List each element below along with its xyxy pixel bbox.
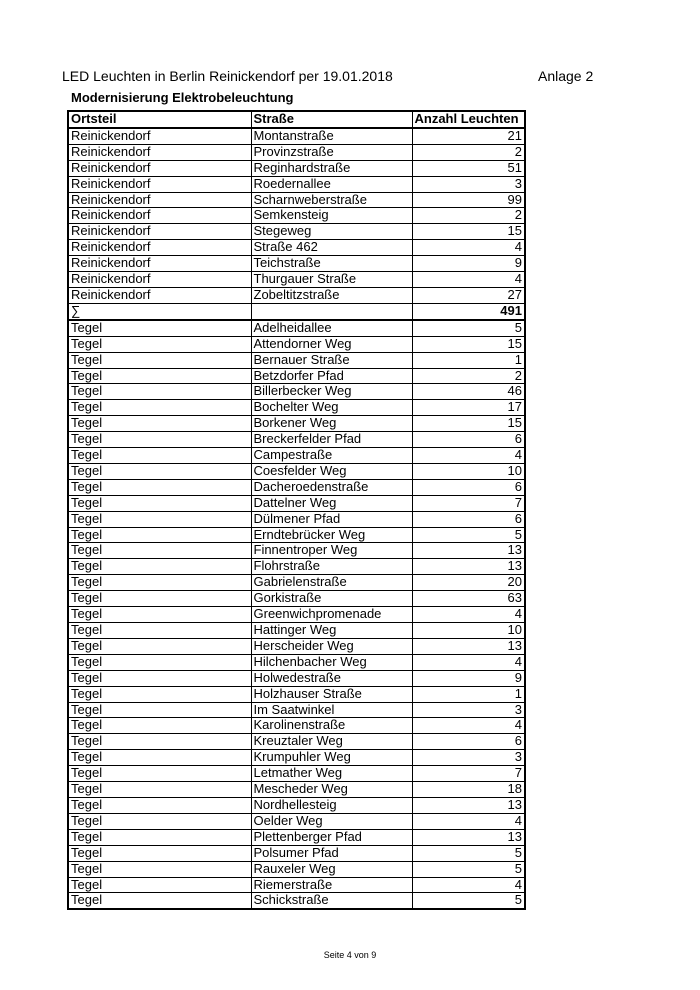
table-row: [68, 813, 525, 829]
cell-count: 10: [412, 463, 525, 479]
cell-street: Riemerstraße: [251, 877, 412, 893]
cell-district: Tegel: [68, 766, 251, 782]
table-row: [68, 160, 525, 176]
cell-count: 13: [412, 638, 525, 654]
cell-count: 2: [412, 144, 525, 160]
cell-street: Thurgauer Straße: [251, 272, 412, 288]
cell-count: 5: [412, 320, 525, 336]
table-row: [68, 176, 525, 192]
cell-street: Bochelter Weg: [251, 400, 412, 416]
cell-district: Tegel: [68, 877, 251, 893]
cell-count: 2: [412, 368, 525, 384]
cell-count: 13: [412, 797, 525, 813]
table-row: [68, 623, 525, 639]
sum-value: 491: [412, 303, 525, 319]
table-row: [68, 128, 525, 144]
cell-district: Tegel: [68, 591, 251, 607]
cell-count: 18: [412, 782, 525, 798]
cell-district: Tegel: [68, 813, 251, 829]
cell-street: Coesfelder Weg: [251, 463, 412, 479]
cell-street: Dacheroedenstraße: [251, 479, 412, 495]
table-row: [68, 686, 525, 702]
table-row: [68, 224, 525, 240]
table-row: [68, 750, 525, 766]
table-row: [68, 638, 525, 654]
cell-street: Billerbecker Weg: [251, 384, 412, 400]
cell-district: Tegel: [68, 686, 251, 702]
table-row: [68, 495, 525, 511]
cell-district: Reinickendorf: [68, 192, 251, 208]
cell-count: 5: [412, 845, 525, 861]
cell-district: Tegel: [68, 654, 251, 670]
cell-count: 6: [412, 479, 525, 495]
cell-count: 5: [412, 893, 525, 909]
table-row: [68, 384, 525, 400]
cell-count: 4: [412, 718, 525, 734]
cell-street: Campestraße: [251, 448, 412, 464]
table-row: [68, 352, 525, 368]
cell-count: 4: [412, 813, 525, 829]
cell-district: Tegel: [68, 782, 251, 798]
cell-street: Gabrielenstraße: [251, 575, 412, 591]
cell-street: Mescheder Weg: [251, 782, 412, 798]
cell-district: Tegel: [68, 400, 251, 416]
table-row: [68, 797, 525, 813]
cell-street: Gorkistraße: [251, 591, 412, 607]
cell-street: Plettenberger Pfad: [251, 829, 412, 845]
cell-street: Attendorner Weg: [251, 336, 412, 352]
cell-count: 15: [412, 224, 525, 240]
cell-district: Tegel: [68, 845, 251, 861]
table-row: [68, 320, 525, 336]
cell-district: Tegel: [68, 463, 251, 479]
table-row: [68, 287, 525, 303]
table-row: [68, 368, 525, 384]
cell-count: 10: [412, 623, 525, 639]
table-row: [68, 416, 525, 432]
cell-district: Tegel: [68, 829, 251, 845]
cell-district: Tegel: [68, 623, 251, 639]
cell-street: Hilchenbacher Weg: [251, 654, 412, 670]
cell-district: Tegel: [68, 432, 251, 448]
cell-street: Zobeltitzstraße: [251, 287, 412, 303]
cell-district: Reinickendorf: [68, 224, 251, 240]
table-row: [68, 463, 525, 479]
cell-street: Polsumer Pfad: [251, 845, 412, 861]
section-subtitle: Modernisierung Elektrobeleuchtung: [71, 90, 294, 105]
cell-street: Greenwichpromenade: [251, 607, 412, 623]
table-header-row: [68, 111, 525, 128]
sum-row: [68, 303, 525, 319]
cell-street: Krumpuhler Weg: [251, 750, 412, 766]
cell-count: 4: [412, 607, 525, 623]
cell-district: Tegel: [68, 448, 251, 464]
cell-count: 13: [412, 829, 525, 845]
cell-district: Tegel: [68, 638, 251, 654]
cell-district: Tegel: [68, 384, 251, 400]
cell-street: Schickstraße: [251, 893, 412, 909]
table-row: [68, 511, 525, 527]
cell-street: Bernauer Straße: [251, 352, 412, 368]
cell-count: 1: [412, 686, 525, 702]
table-row: [68, 877, 525, 893]
cell-street: Holzhauser Straße: [251, 686, 412, 702]
table-row: [68, 654, 525, 670]
cell-district: Tegel: [68, 607, 251, 623]
cell-count: 63: [412, 591, 525, 607]
cell-district: Tegel: [68, 495, 251, 511]
table-row: [68, 336, 525, 352]
cell-street: Teichstraße: [251, 256, 412, 272]
cell-street: Provinzstraße: [251, 144, 412, 160]
cell-count: 4: [412, 654, 525, 670]
cell-count: 5: [412, 527, 525, 543]
table-row: [68, 607, 525, 623]
table-row: [68, 575, 525, 591]
cell-count: 6: [412, 432, 525, 448]
cell-district: Reinickendorf: [68, 160, 251, 176]
table-row: [68, 782, 525, 798]
cell-district: Tegel: [68, 575, 251, 591]
cell-street: Borkener Weg: [251, 416, 412, 432]
cell-district: Tegel: [68, 718, 251, 734]
table-row: [68, 591, 525, 607]
table-row: [68, 718, 525, 734]
cell-district: Tegel: [68, 797, 251, 813]
cell-count: 9: [412, 256, 525, 272]
cell-street: Betzdorfer Pfad: [251, 368, 412, 384]
cell-district: Reinickendorf: [68, 256, 251, 272]
cell-street: Semkensteig: [251, 208, 412, 224]
cell-district: Reinickendorf: [68, 287, 251, 303]
cell-district: Tegel: [68, 543, 251, 559]
table-row: [68, 543, 525, 559]
cell-district: Tegel: [68, 527, 251, 543]
cell-street: Reginhardstraße: [251, 160, 412, 176]
cell-district: Tegel: [68, 734, 251, 750]
cell-street: Oelder Weg: [251, 813, 412, 829]
cell-district: Tegel: [68, 320, 251, 336]
table-row: [68, 144, 525, 160]
table-row: [68, 734, 525, 750]
cell-district: Reinickendorf: [68, 176, 251, 192]
cell-street: Montanstraße: [251, 128, 412, 144]
cell-district: Reinickendorf: [68, 272, 251, 288]
cell-district: Tegel: [68, 511, 251, 527]
cell-count: 4: [412, 448, 525, 464]
column-header-count: Anzahl Leuchten: [412, 111, 525, 128]
table-row: [68, 208, 525, 224]
table-row: [68, 479, 525, 495]
cell-street: Holwedestraße: [251, 670, 412, 686]
cell-district: Reinickendorf: [68, 208, 251, 224]
cell-street: Nordhellesteig: [251, 797, 412, 813]
table-row: [68, 670, 525, 686]
cell-street: Dattelner Weg: [251, 495, 412, 511]
cell-district: Tegel: [68, 368, 251, 384]
table-row: [68, 559, 525, 575]
cell-street: Breckerfelder Pfad: [251, 432, 412, 448]
cell-count: 3: [412, 750, 525, 766]
cell-count: 7: [412, 495, 525, 511]
cell-count: 6: [412, 734, 525, 750]
cell-district: Tegel: [68, 559, 251, 575]
cell-count: 51: [412, 160, 525, 176]
cell-count: 7: [412, 766, 525, 782]
cell-count: 13: [412, 543, 525, 559]
cell-street: Im Saatwinkel: [251, 702, 412, 718]
sum-street: [251, 303, 412, 319]
cell-count: 15: [412, 336, 525, 352]
cell-street: Flohrstraße: [251, 559, 412, 575]
cell-district: Tegel: [68, 479, 251, 495]
cell-count: 4: [412, 240, 525, 256]
cell-street: Erndtebrücker Weg: [251, 527, 412, 543]
cell-count: 46: [412, 384, 525, 400]
cell-count: 17: [412, 400, 525, 416]
table-row: [68, 192, 525, 208]
table-row: [68, 766, 525, 782]
cell-street: Scharnweberstraße: [251, 192, 412, 208]
cell-district: Tegel: [68, 750, 251, 766]
cell-count: 3: [412, 702, 525, 718]
page-number: Seite 4 von 9: [323, 950, 377, 960]
column-header-district: Ortsteil: [68, 111, 251, 128]
cell-street: Rauxeler Weg: [251, 861, 412, 877]
table-row: [68, 256, 525, 272]
cell-district: Tegel: [68, 352, 251, 368]
table-row: [68, 829, 525, 845]
cell-district: Tegel: [68, 670, 251, 686]
cell-street: Adelheidallee: [251, 320, 412, 336]
cell-street: Straße 462: [251, 240, 412, 256]
cell-count: 20: [412, 575, 525, 591]
cell-district: Reinickendorf: [68, 240, 251, 256]
column-header-street: Straße: [251, 111, 412, 128]
cell-district: Tegel: [68, 893, 251, 909]
cell-count: 13: [412, 559, 525, 575]
cell-street: Roedernallee: [251, 176, 412, 192]
table-row: [68, 845, 525, 861]
cell-street: Karolinenstraße: [251, 718, 412, 734]
cell-street: Kreuztaler Weg: [251, 734, 412, 750]
table-row: [68, 272, 525, 288]
cell-street: Dülmener Pfad: [251, 511, 412, 527]
annex-label: Anlage 2: [538, 68, 594, 84]
lights-table: [67, 110, 526, 910]
cell-street: Herscheider Weg: [251, 638, 412, 654]
cell-count: 1: [412, 352, 525, 368]
table-body: [68, 128, 525, 909]
cell-district: Tegel: [68, 416, 251, 432]
cell-district: Reinickendorf: [68, 128, 251, 144]
table-row: [68, 702, 525, 718]
table-row: [68, 448, 525, 464]
cell-count: 6: [412, 511, 525, 527]
sum-label: ∑: [68, 303, 251, 319]
table-row: [68, 893, 525, 909]
cell-count: 2: [412, 208, 525, 224]
cell-count: 27: [412, 287, 525, 303]
cell-count: 3: [412, 176, 525, 192]
table-row: [68, 861, 525, 877]
cell-district: Tegel: [68, 336, 251, 352]
cell-street: Letmather Weg: [251, 766, 412, 782]
cell-district: Reinickendorf: [68, 144, 251, 160]
cell-count: 99: [412, 192, 525, 208]
cell-count: 15: [412, 416, 525, 432]
table-row: [68, 432, 525, 448]
cell-street: Stegeweg: [251, 224, 412, 240]
cell-count: 5: [412, 861, 525, 877]
table-row: [68, 527, 525, 543]
cell-street: Hattinger Weg: [251, 623, 412, 639]
cell-count: 9: [412, 670, 525, 686]
cell-count: 4: [412, 272, 525, 288]
cell-count: 4: [412, 877, 525, 893]
document-title: LED Leuchten in Berlin Reinickendorf per 19.01.2018: [62, 68, 393, 84]
table-row: [68, 240, 525, 256]
cell-district: Tegel: [68, 861, 251, 877]
cell-street: Finnentroper Weg: [251, 543, 412, 559]
cell-count: 21: [412, 128, 525, 144]
table-row: [68, 400, 525, 416]
cell-district: Tegel: [68, 702, 251, 718]
